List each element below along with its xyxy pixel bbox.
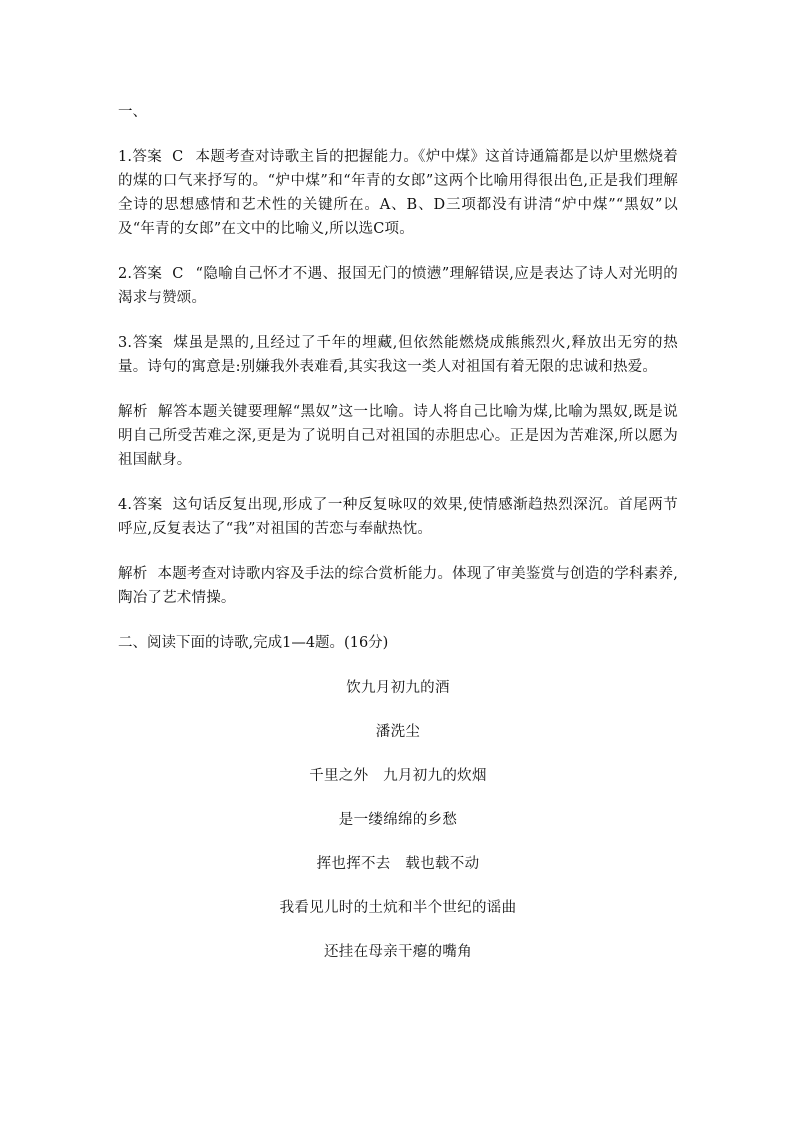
answer-2 <box>118 262 678 310</box>
answer-option: C <box>172 266 184 282</box>
poem-line: 是一缕绵绵的乡愁 <box>338 812 458 828</box>
answer-text: 本题考查对诗歌主旨的把握能力。《炉中煤》这首诗通篇都是以炉里燃烧着的煤的口气来抒写的。“炉中煤”和“年青的女郎”这两个比喻用得很出色,正是我们理解全诗的思想感情和艺术性的关键所在。A、B、D三项都没有讲清“炉中煤”“黑奴”以及“年青的女郎”在文中的比喻义,所以选C项。 <box>118 149 678 237</box>
analysis-label: 解析 <box>118 566 148 582</box>
analysis-3 <box>118 400 678 472</box>
answer-1 <box>118 145 678 241</box>
poem-author: 潘洗尘 <box>375 724 421 740</box>
poem-title: 饮九月初九的酒 <box>346 680 450 696</box>
answer-4 <box>118 493 678 541</box>
poem-line: 千里之外 九月初九的炊烟 <box>309 768 487 784</box>
answer-option: C <box>172 149 184 165</box>
answer-text: “隐喻自己怀才不遇、报国无门的愤懑”理解错误,应是表达了诗人对光明的渴求与赞颂。 <box>118 266 678 306</box>
document-page <box>118 100 678 984</box>
answer-label: 1.答案 <box>118 149 163 165</box>
poem <box>118 676 678 964</box>
answer-text: 这句话反复出现,形成了一种反复咏叹的效果,使情感渐趋热烈深沉。首尾两节呼应,反复表达了“我”对祖国的苦恋与奉献热忱。 <box>118 497 678 537</box>
poem-line: 我看见儿时的土炕和半个世纪的谣曲 <box>279 900 517 916</box>
poem-line: 挥也挥不去 载也载不动 <box>316 856 480 872</box>
analysis-label: 解析 <box>118 404 148 420</box>
section-one-heading: 一、 <box>118 104 147 120</box>
answer-3 <box>118 331 678 379</box>
analysis-4 <box>118 562 678 610</box>
answer-label: 3.答案 <box>118 335 164 351</box>
analysis-text: 本题考查对诗歌内容及手法的综合赏析能力。体现了审美鉴赏与创造的学科素养,陶冶了艺术情操。 <box>118 566 679 606</box>
answer-label: 2.答案 <box>118 266 163 282</box>
section-two-heading: 二、阅读下面的诗歌,完成1—4题。(16分) <box>118 635 389 651</box>
answer-label: 4.答案 <box>118 497 163 513</box>
analysis-text: 解答本题关键要理解“黑奴”这一比喻。诗人将自己比喻为煤,比喻为黑奴,既是说明自己所受苦难之深,更是为了说明自己对祖国的赤胆忠心。正是因为苦难深,所以愿为祖国献身。 <box>118 404 678 468</box>
answer-text: 煤虽是黑的,且经过了千年的埋藏,但依然能燃烧成熊熊烈火,释放出无穷的热量。诗句的寓意是:别嫌我外表难看,其实我这一类人对祖国有着无限的忠诚和热爱。 <box>118 335 679 375</box>
poem-line: 还挂在母亲干瘪的嘴角 <box>324 944 472 960</box>
